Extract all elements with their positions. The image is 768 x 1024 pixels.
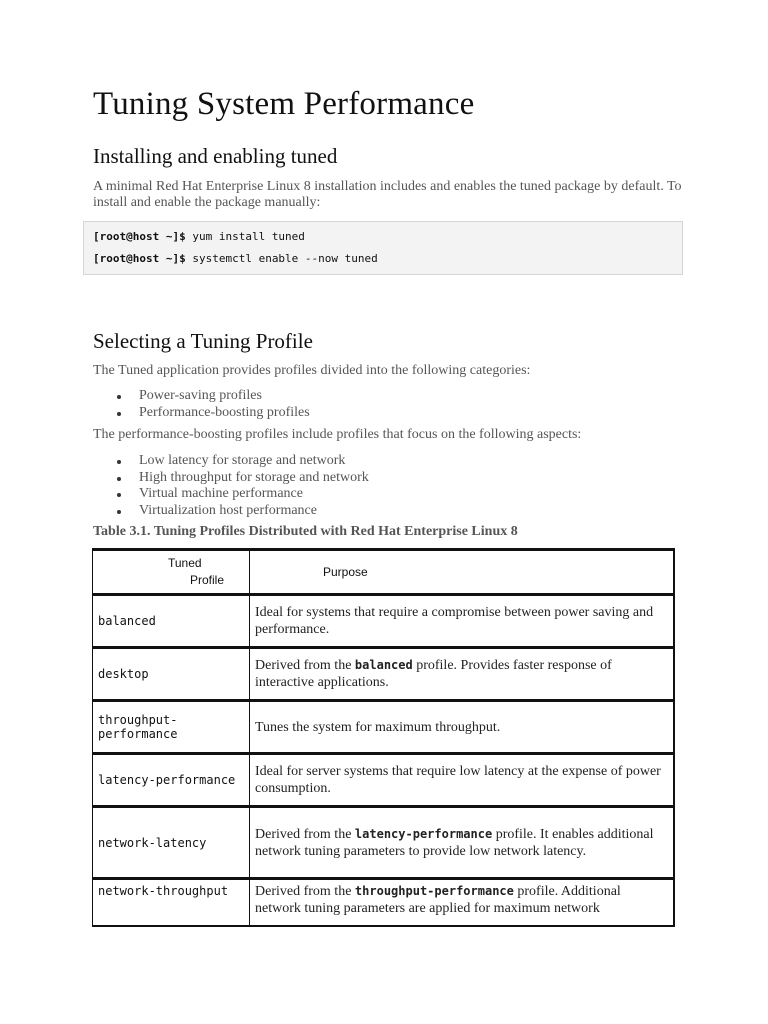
table-row — [93, 755, 673, 808]
profile-name: latency-performance — [93, 755, 250, 808]
code-line — [93, 230, 305, 243]
purpose-text: profile. Additional network tuning parameters are applied for maximum network — [255, 884, 621, 916]
purpose-text: profile. It enables additional network tuning parameters to provide low network latency. — [255, 826, 654, 859]
table-row — [93, 702, 673, 755]
section-heading-profile: Selecting a Tuning Profile — [93, 329, 313, 353]
profile-purpose — [250, 596, 673, 649]
purpose-code: throughput-performance — [354, 884, 514, 898]
aspects-intro: The performance-boosting profiles include profiles that focus on the following aspects: — [93, 427, 582, 442]
profile-name: network-latency — [93, 808, 250, 880]
profile-purpose — [250, 808, 673, 880]
table-row — [93, 880, 673, 927]
purpose-text: Derived from the — [255, 658, 352, 673]
page-title: Tuning System Performance — [93, 86, 475, 122]
profile-purpose — [250, 880, 673, 927]
aspects-list — [115, 453, 369, 519]
shell-command: yum install tuned — [192, 230, 305, 243]
code-line — [93, 252, 378, 265]
profile-purpose — [250, 649, 673, 702]
profile-name: network-throughput — [93, 880, 250, 927]
list-item: High throughput for storage and network — [115, 470, 369, 487]
code-block — [83, 221, 683, 275]
profile-purpose — [250, 755, 673, 808]
list-item: Power-saving profiles — [115, 388, 310, 405]
shell-prompt: [root@host ~]$ — [93, 230, 186, 243]
purpose-text: Ideal for server systems that require low latency at the expense of power consumption. — [255, 764, 661, 796]
header-profile — [93, 551, 250, 596]
purpose-text: Derived from the — [255, 884, 352, 899]
profile-name: balanced — [93, 596, 250, 649]
shell-prompt: [root@host ~]$ — [93, 252, 186, 265]
list-item: Virtual machine performance — [115, 486, 369, 503]
header-purpose: Purpose — [250, 551, 673, 596]
list-item: Virtualization host performance — [115, 503, 369, 520]
table-row — [93, 596, 673, 649]
profile-name: desktop — [93, 649, 250, 702]
purpose-code: latency-performance — [354, 826, 493, 841]
purpose-text: Derived from the — [255, 826, 352, 842]
header-profile-line1: Tuned — [168, 556, 202, 570]
shell-command: systemctl enable --now tuned — [192, 252, 378, 265]
table-header-row — [93, 551, 673, 596]
purpose-text: Tunes the system for maximum throughput. — [255, 719, 501, 735]
table-row — [93, 649, 673, 702]
categories-intro: The Tuned application provides profiles divided into the following categories: — [93, 363, 531, 378]
table-caption: Table 3.1. Tuning Profiles Distributed with Red Hat Enterprise Linux 8 — [93, 524, 518, 539]
categories-list — [115, 388, 310, 421]
purpose-code: balanced — [354, 658, 413, 672]
profile-purpose — [250, 702, 673, 755]
section-heading-install: Installing and enabling tuned — [93, 144, 338, 168]
profiles-table — [92, 548, 675, 927]
list-item: Performance-boosting profiles — [115, 405, 310, 422]
purpose-text: profile. Provides faster response of interactive applications. — [255, 658, 612, 690]
purpose-text: Ideal for systems that require a compromise between power saving and performance. — [255, 605, 654, 637]
install-intro: A minimal Red Hat Enterprise Linux 8 installation includes and enables the tuned package by default. To install and enable the package manually: — [93, 179, 682, 210]
list-item: Low latency for storage and network — [115, 453, 369, 470]
header-profile-line2: Profile — [190, 573, 225, 587]
table-row — [93, 808, 673, 880]
profile-name: throughput-performance — [93, 702, 250, 755]
